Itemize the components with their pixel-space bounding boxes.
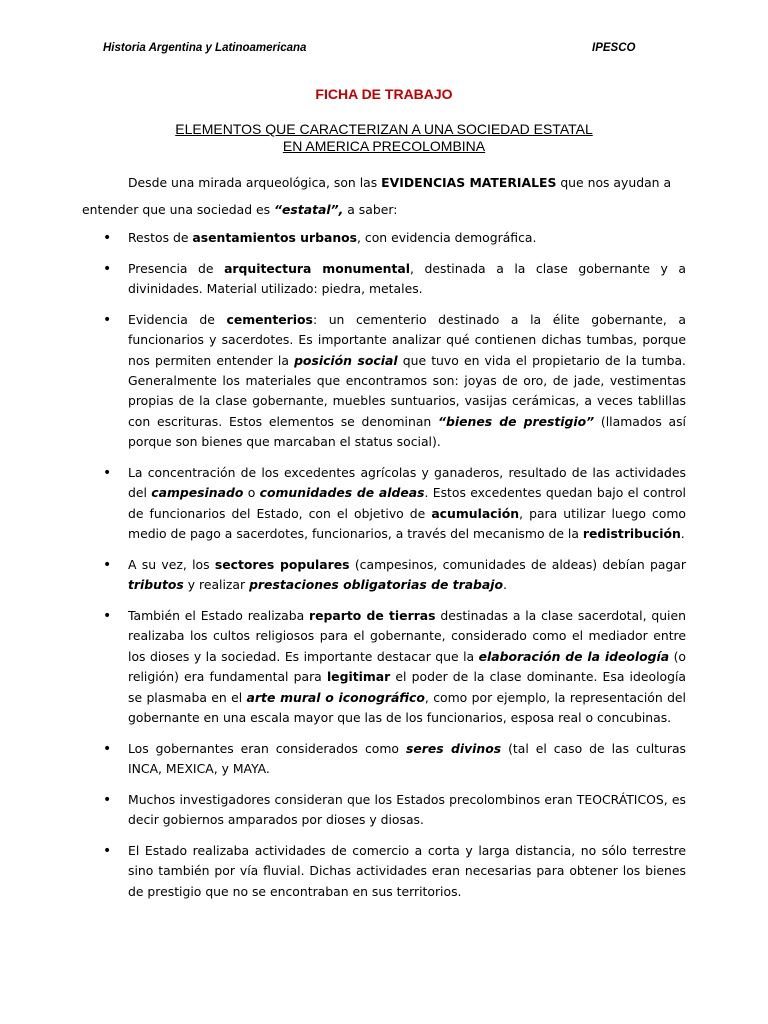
bold-italic-text: elaboración de la ideología	[478, 648, 670, 664]
text: (o religión) era fundamental para	[128, 648, 686, 685]
text: . Estos excedentes quedan bajo el control de funcionarios del Estado, con el objetivo de	[128, 485, 687, 521]
text: , destinada a la clase gobernante y a divinidades. Material utilizado: piedra, metales.	[128, 260, 686, 297]
text: (campesinos, comunidades de aldeas) debían pagar	[349, 556, 686, 572]
intro-line-2	[82, 200, 397, 220]
bold-italic-text: prestaciones obligatorias de trabajo	[249, 577, 504, 593]
page-title: FICHA DE TRABAJO	[315, 86, 453, 102]
text: o	[243, 485, 260, 501]
list-item	[128, 790, 686, 831]
text: Muchos investigadores consideran que los Estados precolombinos eran TEOCRÁTICOS, es decir gobiernos amparados por dioses y diosas.	[128, 791, 686, 828]
bold-italic-text: campesinado	[151, 485, 244, 501]
list-item	[128, 841, 686, 902]
text: destinadas a la clase sacerdotal, quien realizaba los cultos religiosos para el gobernante, considerado como el mediador entre los dioses y la sociedad. Es importante destacar que la	[128, 607, 686, 664]
intro-bold-italic: “estatal”,	[274, 202, 344, 217]
text: La concentración de los excedentes agrícolas y ganaderos, resultado de las actividades del	[128, 464, 686, 501]
text: (tal el caso de las culturas INCA, MEXICA, y MAYA.	[128, 740, 687, 777]
header-course-title: Historia Argentina y Latinoamericana	[103, 42, 307, 54]
text: el poder de la clase dominante. Esa ideología se plasmaba en el	[128, 669, 686, 705]
text: A su vez, los	[128, 556, 215, 572]
text: Los gobernantes eran considerados como	[128, 740, 406, 756]
bold-text: arquitectura monumental	[224, 260, 411, 276]
list-item	[128, 739, 686, 780]
bold-italic-text: seres divinos	[405, 740, 502, 756]
bold-italic-text: comunidades de aldeas	[259, 485, 425, 501]
text: Restos de	[128, 230, 193, 245]
list-item	[128, 310, 686, 453]
text: Presencia de	[128, 260, 225, 276]
subtitle-line-1: ELEMENTOS QUE CARACTERIZAN A UNA SOCIEDAD ESTATAL	[175, 121, 593, 137]
bold-text: reparto de tierras	[309, 607, 436, 623]
text: Evidencia de	[128, 311, 227, 327]
list-item	[128, 555, 686, 596]
intro-line-1	[128, 173, 671, 193]
list-item	[128, 259, 686, 300]
bullet-list	[128, 228, 686, 912]
intro-text: a saber:	[343, 202, 398, 217]
bold-text: sectores populares	[214, 556, 350, 572]
bold-italic-text: arte mural o iconográfico	[246, 689, 425, 705]
bold-italic-text: “bienes de prestigio”	[438, 413, 595, 429]
bold-text: cementerios	[226, 311, 313, 327]
intro-text: que nos ayudan a	[556, 175, 672, 190]
text: (llamados así porque son bienes que marcaban el status social).	[128, 413, 686, 450]
text: .	[503, 577, 507, 593]
intro-text: Desde una mirada arqueológica, son las	[128, 175, 382, 190]
bold-text: acumulación	[431, 505, 520, 521]
bold-text: legitimar	[326, 669, 391, 685]
list-item	[128, 606, 686, 728]
text: El Estado realizaba actividades de comercio a corta y larga distancia, no sólo terrestre sino también por vía fluvial. Dichas actividades eran necesarias para obtener los bienes de prestigio que no se encontraban en sus territorios.	[128, 842, 686, 899]
text: .	[680, 526, 685, 542]
document-subtitle	[0, 121, 768, 155]
list-item	[128, 228, 686, 248]
subtitle-line-2: EN AMERICA PRECOLOMBINA	[282, 138, 486, 154]
text: que tuvo en vida el propietario de la tumba. Generalmente los materiales que encontramos son: joyas de oro, de jade, vestimentas propias de la clase gobernante, muebles suntuarios, vasijas cerámicas, a veces tablillas con escrituras. Estos elementos se denominan	[128, 352, 686, 429]
text: , con evidencia demográfica.	[357, 230, 537, 245]
text: : un cementerio destinado a la élite gobernante, a funcionarios y sacerdotes. Es importante analizar qué contienen dichas tumbas, porque nos permiten entender la	[128, 311, 686, 368]
list-item	[128, 463, 686, 545]
bold-text: redistribución	[582, 526, 681, 542]
bold-italic-text: tributos	[128, 577, 184, 593]
bold-text: asentamientos urbanos	[192, 230, 358, 245]
text: , para utilizar luego como medio de pago a sacerdotes, funcionarios, a través del mecanismo de la	[128, 505, 686, 542]
intro-bold: EVIDENCIAS MATERIALES	[381, 175, 557, 190]
text: , como por ejemplo, la representación del gobernante en una escala mayor que las de los funcionarios, esposa real o concubinas.	[128, 689, 686, 726]
header-institution: IPESCO	[592, 42, 636, 54]
bold-italic-text: posición social	[294, 352, 398, 368]
text: y realizar	[183, 577, 250, 593]
intro-text: entender que una sociedad es	[82, 202, 275, 217]
text: También el Estado realizaba	[128, 607, 310, 623]
